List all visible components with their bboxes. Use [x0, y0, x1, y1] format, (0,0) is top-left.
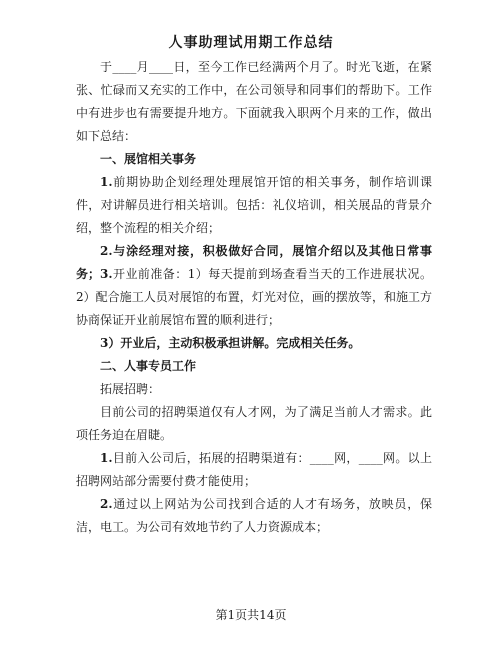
- item-number: 3.: [100, 267, 113, 281]
- item-text: 前期协助企划经理处理展馆开馆的相关事务，制作培训课件，对讲解员进行相关培训。包括：礼仪培训，相关展品的背景介绍，整个流程的相关介绍；: [76, 175, 432, 235]
- item-number: 1.: [100, 175, 113, 189]
- section2-heading: 二、人事专员工作: [100, 359, 197, 373]
- list-item: [76, 447, 432, 493]
- document-title: 人事助理试用期工作总结: [168, 35, 334, 51]
- item-text: 开业前准备：1）每天提前到场查看当天的工作进展状况。2）配合施工人员对展馆的布置，灯光对位，画的摆放等，和施工方协商保证开业前展馆布置的顺利进行；: [76, 267, 432, 327]
- page-number: 第1页共14页: [215, 608, 287, 622]
- item-text: 通过以上网站为公司找到合适的人才有场务，放映员，保洁，电工。为公司有效地节约了人力资源成本；: [76, 497, 432, 534]
- intro-paragraph: 于____月____日，至今工作已经满两个月了。时光飞逝，在紧张、忙碌而又充实的工作中，在公司领导和同事们的帮助下。工作中有进步也有需要提升地方。下面就我入职两个月来的工作，做出如下总结：: [76, 60, 432, 143]
- recruit-paragraph: 目前公司的招聘渠道仅有人才网，为了满足当前人才需求。此项任务迫在眉睫。: [76, 405, 432, 442]
- list-item: 2.与涂经理对接，积极做好合同，展馆介绍以及其他日常事务；: [76, 244, 432, 281]
- list-item: [76, 493, 432, 539]
- list-item: [76, 171, 432, 240]
- recruit-label: 拓展招聘：: [100, 382, 161, 396]
- item-number: 2.: [100, 497, 113, 511]
- list-item: [76, 263, 432, 332]
- list-item: 3）开业后，主动积极承担讲解。完成相关任务。: [100, 336, 361, 350]
- item-text: 目前入公司后，拓展的招聘渠道有：____网，____网。以上招聘网站部分需要付费才能使用；: [76, 451, 432, 488]
- section1-heading: 一、展馆相关事务: [100, 152, 197, 166]
- item-number: 1.: [100, 451, 113, 465]
